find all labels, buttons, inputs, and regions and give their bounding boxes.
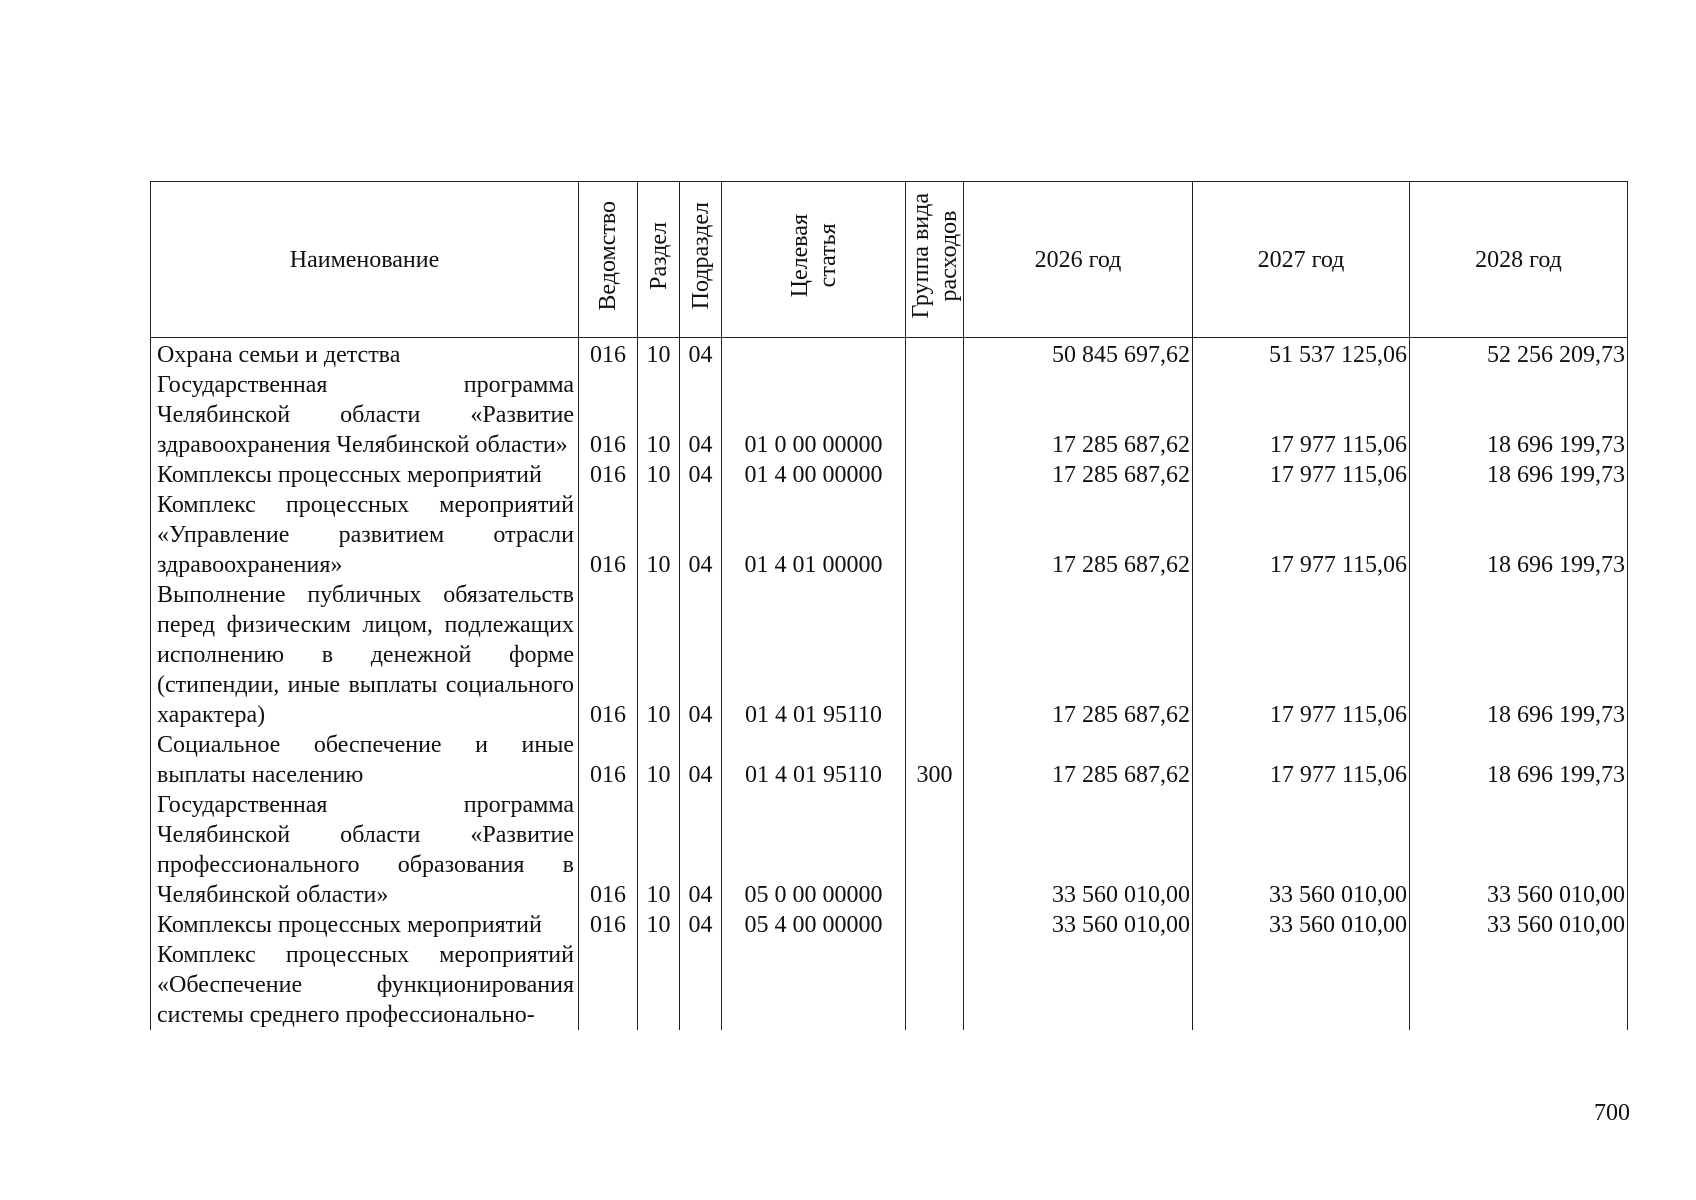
header-year-2027: 2027 год (1193, 182, 1410, 338)
table-body (151, 338, 1628, 1031)
cell-amount-2027: 17 977 115,06 (1193, 370, 1410, 460)
cell-podrazdel: 04 (680, 580, 722, 730)
page-number: 700 (1594, 1100, 1630, 1126)
table-row (151, 370, 1628, 460)
cell-amount-2026: 17 285 687,62 (964, 370, 1193, 460)
table-row (151, 338, 1628, 371)
cell-vedomstvo: 016 (579, 338, 638, 371)
cell-vedomstvo: 016 (579, 730, 638, 790)
cell-podrazdel: 04 (680, 910, 722, 940)
cell-razdel: 10 (638, 790, 680, 910)
cell-gruppa-vida-rashodov (906, 580, 964, 730)
cell-vedomstvo: 016 (579, 460, 638, 490)
cell-razdel: 10 (638, 580, 680, 730)
cell-gruppa-vida-rashodov (906, 790, 964, 910)
cell-celevaya-statya: 01 4 01 00000 (722, 490, 906, 580)
cell-razdel: 10 (638, 338, 680, 371)
budget-table (150, 181, 1628, 1030)
cell-podrazdel: 04 (680, 338, 722, 371)
cell-name: Комплекс процессных мероприятий «Обеспечение функционирования системы среднего профессионально- (151, 940, 579, 1030)
cell-razdel: 10 (638, 370, 680, 460)
cell-gruppa-vida-rashodov (906, 490, 964, 580)
cell-razdel: 10 (638, 730, 680, 790)
cell-podrazdel: 04 (680, 460, 722, 490)
cell-amount-2027: 33 560 010,00 (1193, 790, 1410, 910)
table-row (151, 910, 1628, 940)
cell-amount-2028: 33 560 010,00 (1410, 790, 1628, 910)
cell-razdel: 10 (638, 460, 680, 490)
header-name: Наименование (151, 182, 579, 338)
cell-amount-2026: 33 560 010,00 (964, 790, 1193, 910)
cell-podrazdel: 04 (680, 490, 722, 580)
cell-amount-2028: 18 696 199,73 (1410, 460, 1628, 490)
cell-name: Комплексы процессных мероприятий (151, 460, 579, 490)
cell-razdel (638, 940, 680, 1030)
cell-vedomstvo (579, 940, 638, 1030)
cell-name: Государственная программа Челябинской области «Развитие здравоохранения Челябинской области» (151, 370, 579, 460)
cell-amount-2026: 50 845 697,62 (964, 338, 1193, 371)
cell-celevaya-statya: 01 4 01 95110 (722, 730, 906, 790)
cell-gruppa-vida-rashodov (906, 370, 964, 460)
cell-celevaya-statya: 01 0 00 00000 (722, 370, 906, 460)
cell-name: Комплекс процессных мероприятий «Управление развитием отрасли здравоохранения» (151, 490, 579, 580)
cell-amount-2027 (1193, 940, 1410, 1030)
cell-celevaya-statya: 01 4 01 95110 (722, 580, 906, 730)
cell-gruppa-vida-rashodov (906, 940, 964, 1030)
cell-amount-2028: 33 560 010,00 (1410, 910, 1628, 940)
cell-celevaya-statya (722, 940, 906, 1030)
cell-razdel: 10 (638, 910, 680, 940)
header-celevaya-statya: Целевая статья (722, 182, 906, 338)
cell-amount-2028 (1410, 940, 1628, 1030)
cell-amount-2027: 17 977 115,06 (1193, 580, 1410, 730)
header-year-2028: 2028 год (1410, 182, 1628, 338)
cell-vedomstvo: 016 (579, 370, 638, 460)
table-row (151, 730, 1628, 790)
cell-gruppa-vida-rashodov (906, 910, 964, 940)
cell-name: Выполнение публичных обязательств перед физическим лицом, подлежащих исполнению в денежной форме (стипендии, иные выплаты социального характера) (151, 580, 579, 730)
cell-name: Комплексы процессных мероприятий (151, 910, 579, 940)
cell-vedomstvo: 016 (579, 910, 638, 940)
cell-podrazdel (680, 940, 722, 1030)
cell-amount-2026: 17 285 687,62 (964, 580, 1193, 730)
cell-amount-2028: 18 696 199,73 (1410, 370, 1628, 460)
cell-amount-2027: 17 977 115,06 (1193, 460, 1410, 490)
cell-celevaya-statya: 05 4 00 00000 (722, 910, 906, 940)
cell-amount-2027: 33 560 010,00 (1193, 910, 1410, 940)
cell-amount-2026: 33 560 010,00 (964, 910, 1193, 940)
cell-celevaya-statya: 05 0 00 00000 (722, 790, 906, 910)
header-year-2026: 2026 год (964, 182, 1193, 338)
header-vedomstvo: Ведомство (579, 182, 638, 338)
header-podrazdel: Подраздел (680, 182, 722, 338)
cell-gruppa-vida-rashodov (906, 338, 964, 371)
cell-razdel: 10 (638, 490, 680, 580)
cell-amount-2028: 52 256 209,73 (1410, 338, 1628, 371)
cell-vedomstvo: 016 (579, 580, 638, 730)
table-row (151, 490, 1628, 580)
cell-amount-2026: 17 285 687,62 (964, 730, 1193, 790)
cell-amount-2028: 18 696 199,73 (1410, 580, 1628, 730)
table-row (151, 460, 1628, 490)
cell-amount-2026: 17 285 687,62 (964, 460, 1193, 490)
cell-amount-2028: 18 696 199,73 (1410, 730, 1628, 790)
cell-vedomstvo: 016 (579, 790, 638, 910)
header-gruppa-vida-rashodov: Группа вида расходов (906, 182, 964, 338)
table-row (151, 790, 1628, 910)
cell-amount-2026: 17 285 687,62 (964, 490, 1193, 580)
cell-amount-2027: 17 977 115,06 (1193, 490, 1410, 580)
cell-podrazdel: 04 (680, 730, 722, 790)
cell-gruppa-vida-rashodov (906, 460, 964, 490)
cell-podrazdel: 04 (680, 370, 722, 460)
cell-celevaya-statya (722, 338, 906, 371)
cell-amount-2028: 18 696 199,73 (1410, 490, 1628, 580)
cell-vedomstvo: 016 (579, 490, 638, 580)
table-row (151, 580, 1628, 730)
cell-amount-2027: 51 537 125,06 (1193, 338, 1410, 371)
table-row (151, 940, 1628, 1030)
cell-podrazdel: 04 (680, 790, 722, 910)
cell-name: Государственная программа Челябинской области «Развитие профессионального образования в Челябинской области» (151, 790, 579, 910)
header-razdel: Раздел (638, 182, 680, 338)
table-header-row (151, 182, 1628, 338)
cell-name: Охрана семьи и детства (151, 338, 579, 371)
cell-gruppa-vida-rashodov: 300 (906, 730, 964, 790)
cell-name: Социальное обеспечение и иные выплаты населению (151, 730, 579, 790)
cell-amount-2026 (964, 940, 1193, 1030)
cell-amount-2027: 17 977 115,06 (1193, 730, 1410, 790)
cell-celevaya-statya: 01 4 00 00000 (722, 460, 906, 490)
